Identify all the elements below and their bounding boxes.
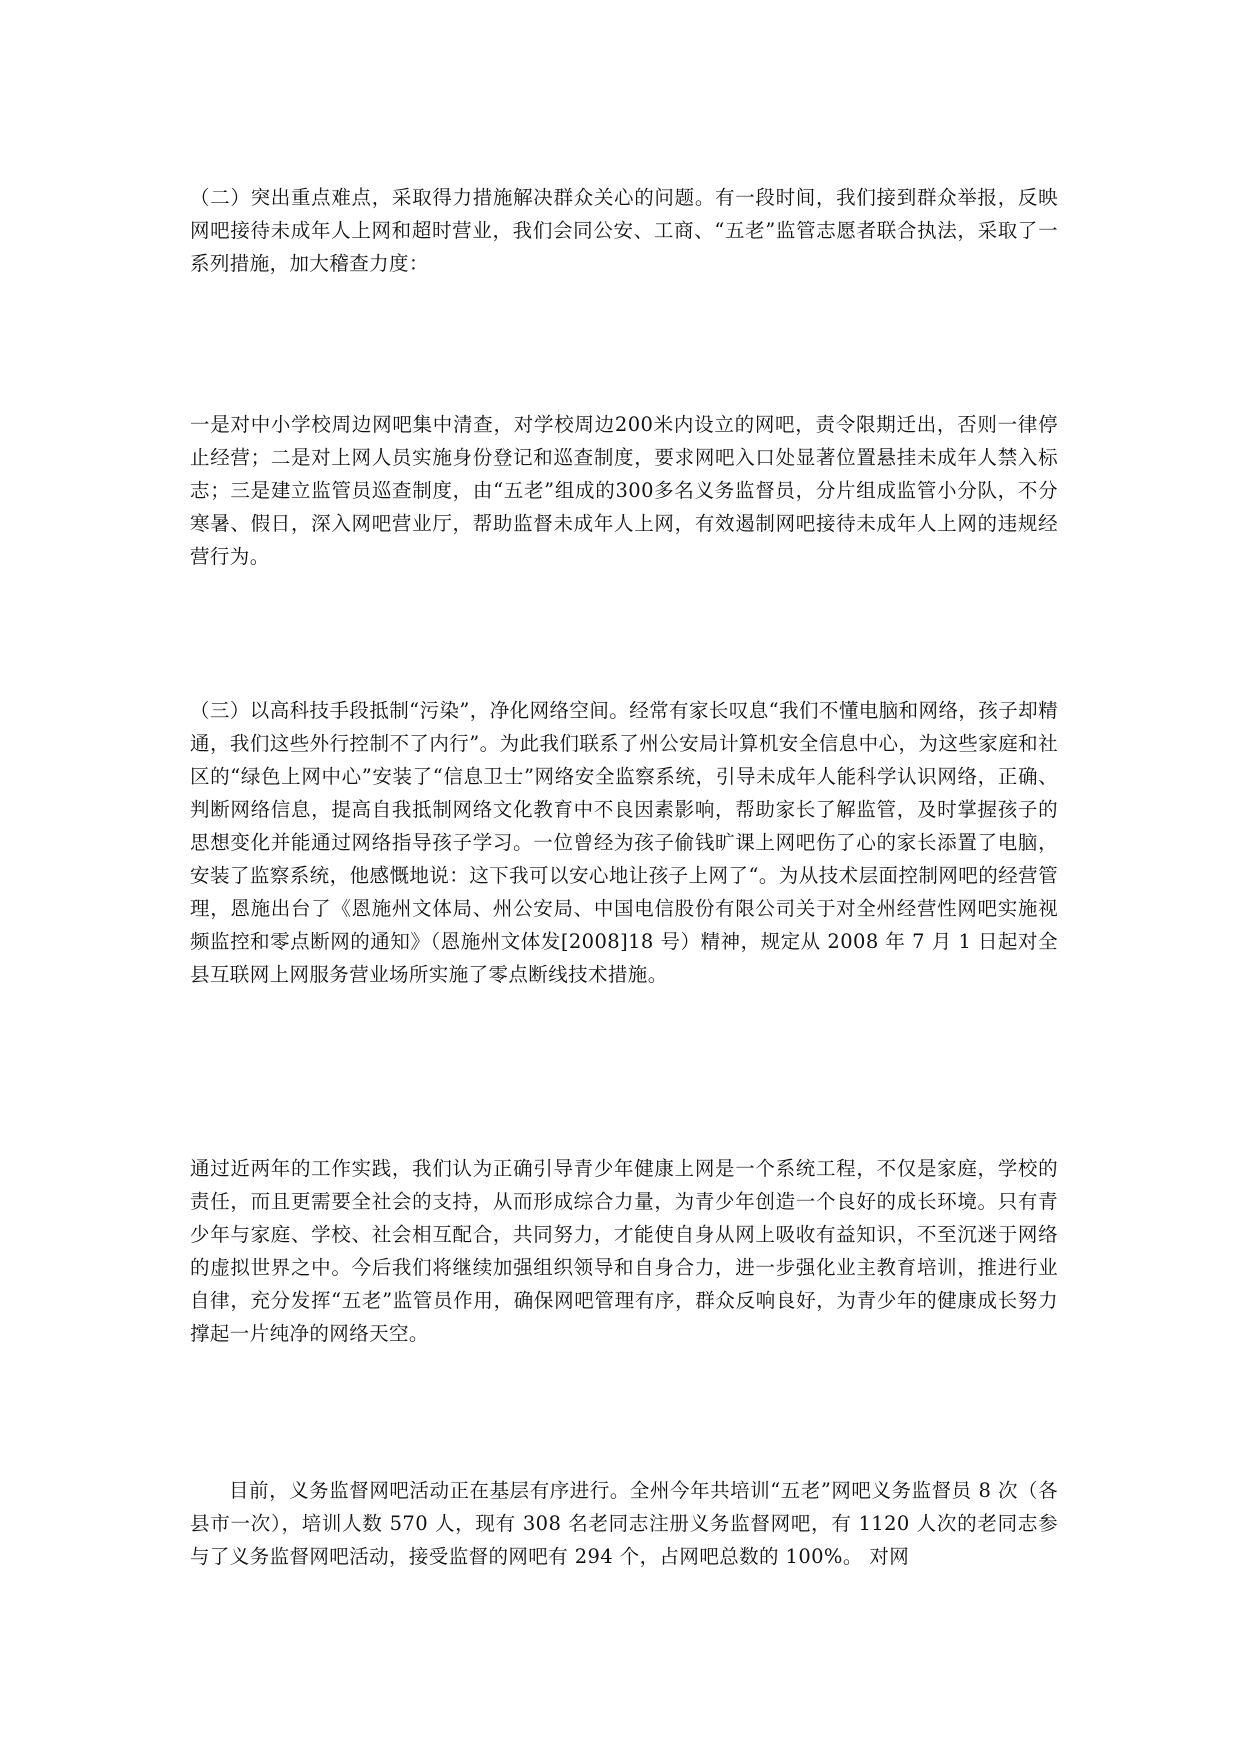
paragraph-tech-measures: （三）以高科技手段抵制“污染”，净化网络空间。经常有家长叹息“我们不懂电脑和网络，孩子却精通，我们这些外行控制不了内行”。为此我们联系了州公安局计算机安全信息中心，为这些家庭和社区的“绿色上网中心”安装了“信息卫士”网络安全监察系统，引导未成年人能科学认识网络，正确、判断网络信息，提高自我抵制网络文化教育中不良因素影响，帮助家长了解监管，及时掌握孩子的思想变化并能通过网络指导孩子学习。一位曾经为孩子偷钱旷课上网吧伤了心的家长添置了电脑，安装了监察系统，他感慨地说：这下我可以安心地让孩子上网了“。为从技术层面控制网吧的经营管理，恩施出台了《恩施州文体局、州公安局、中国电信股份有限公司关于对全州经营性网吧实施视频监控和零点断网的通知》（恩施州文体发[2008]18 号）精神，规定从 2008 年 7 月 1 日起对全县互联网上网服务营业场所实施了零点断线技术措施。 bbox=[190, 699, 1058, 986]
paragraph-current-status: 目前，义务监督网吧活动正在基层有序进行。全州今年共培训“五老”网吧义务监督员 8 次（各县市一次），培训人数 570 人，现有 308 名老同志注册义务监督网吧，有 1120 人次的老同志参与了义务监督网吧活动，接受监督的网吧有 294 个，占网吧总数的 100%。 对网 bbox=[190, 1479, 1058, 1568]
paragraph-conclusion: 通过近两年的工作实践，我们认为正确引导青少年健康上网是一个系统工程，不仅是家庭，学校的责任，而且更需要全社会的支持，从而形成综合力量，为青少年创造一个良好的成长环境。只有青少年与家庭、学校、社会相互配合，共同努力，才能使自身从网上吸收有益知识，不至沉迷于网络的虚拟世界之中。今后我们将继续加强组织领导和自身合力，进一步强化业主教育培训，推进行业自律，充分发挥“五老”监管员作用，确保网吧管理有序，群众反响良好，为青少年的健康成长努力撑起一片纯净的网络天空。 bbox=[190, 1157, 1058, 1345]
paragraph-measures-intro: （二）突出重点难点，采取得力措施解决群众关心的问题。有一段时间，我们接到群众举报，反映网吧接待未成年人上网和超时营业，我们会同公安、工商、“五老”监管志愿者联合执法，采取了一系列措施，加大稽查力度： bbox=[190, 186, 1058, 275]
paragraph-measures-list: 一是对中小学校周边网吧集中清查，对学校周边200米内设立的网吧，责令限期迁出，否则一律停止经营；二是对上网人员实施身份登记和巡查制度，要求网吧入口处显著位置悬挂未成年人禁入标志；三是建立监管员巡查制度，由“五老”组成的300多名义务监督员，分片组成监管小分队，不分寒暑、假日，深入网吧营业厅，帮助监督未成年人上网，有效遏制网吧接待未成年人上网的违规经营行为。 bbox=[190, 413, 1058, 568]
